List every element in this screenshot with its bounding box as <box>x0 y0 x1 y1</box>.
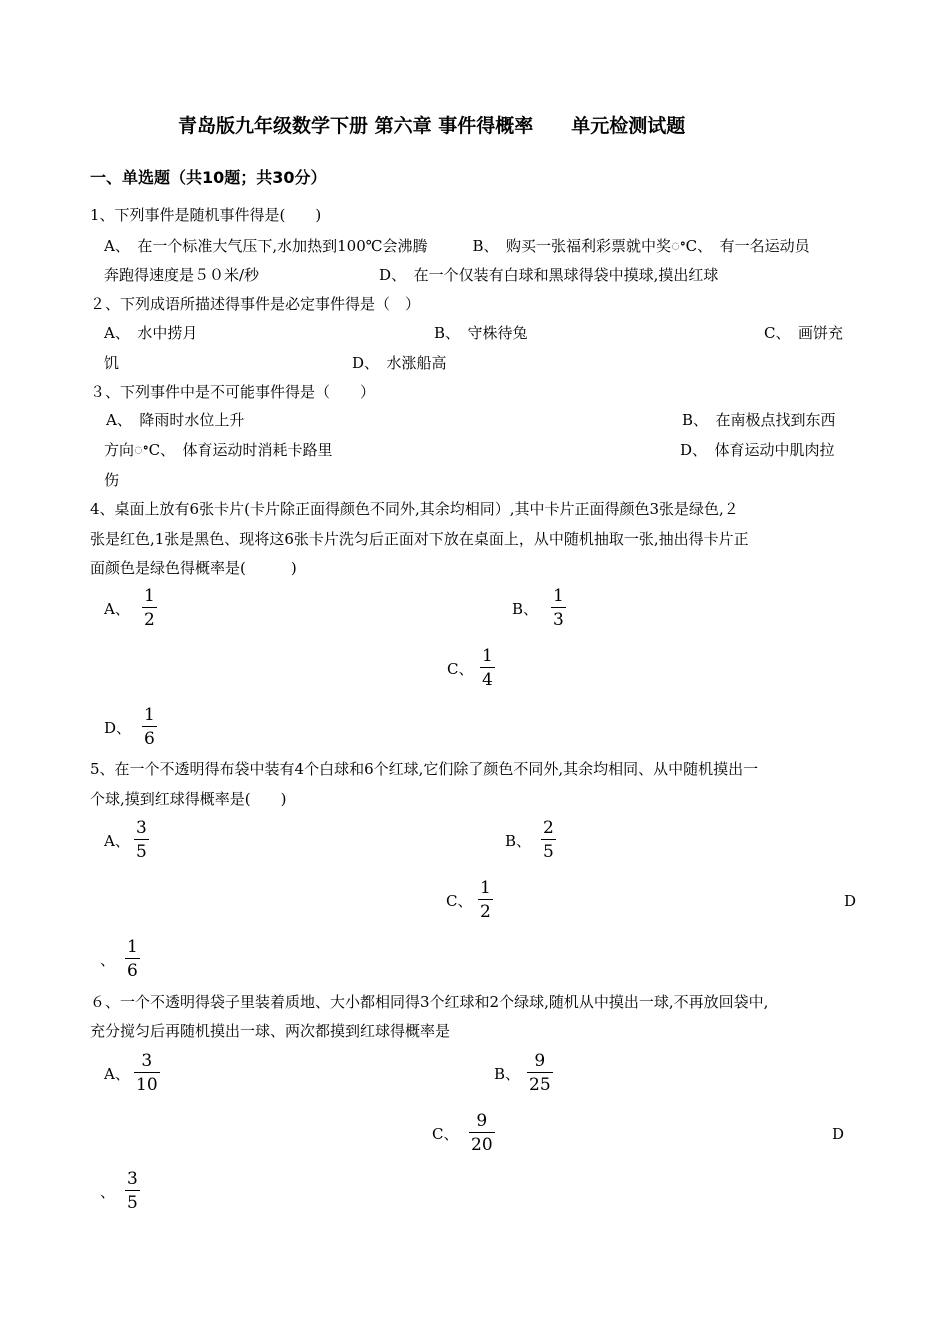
fraction-numerator: 1 <box>127 937 138 957</box>
question-5-stem-line-2: 个球,摸到红球得概率是( ) <box>90 790 287 808</box>
question-4-option-d-label: D、 <box>104 719 132 737</box>
fraction-denominator: 5 <box>543 842 554 862</box>
fraction-denominator: 25 <box>529 1075 551 1095</box>
question-6-option-b-label: B、 <box>494 1065 521 1083</box>
question-2-option-d: D、 水涨船高 <box>352 354 447 372</box>
question-5-option-b-label: B、 <box>505 832 532 850</box>
question-3-option-b-continued: 方向ꢀC、 体育运动时消耗卡路里 <box>104 441 333 459</box>
fraction-denominator: 10 <box>136 1075 158 1095</box>
question-4-option-a-fraction <box>142 586 157 630</box>
fraction-numerator: 9 <box>534 1051 546 1071</box>
question-6-option-c-fraction <box>469 1111 495 1155</box>
question-6-stem-line-2: 充分搅匀后再随机摸出一球、两次都摸到红球得概率是 <box>90 1022 451 1040</box>
question-5-option-d-fraction <box>125 937 140 981</box>
fraction-denominator: 2 <box>480 902 491 922</box>
fraction-denominator: 3 <box>553 610 564 630</box>
question-5-option-a-label: A、 <box>104 832 130 850</box>
fraction-numerator: 1 <box>480 878 491 898</box>
question-6-option-b-fraction <box>527 1051 553 1095</box>
question-6-option-c-label: C、 <box>432 1125 459 1143</box>
fraction-numerator: 1 <box>144 705 155 725</box>
fraction-numerator: 9 <box>476 1111 488 1131</box>
question-3-option-a: A、 降雨时水位上升 <box>106 411 245 429</box>
question-2-option-c: C、 画饼充 <box>764 324 843 342</box>
question-4-option-c-label: C、 <box>447 660 474 678</box>
fraction-numerator: 3 <box>127 1169 138 1189</box>
question-3-option-b: B、 在南极点找到东西 <box>682 411 836 429</box>
fraction-denominator: 5 <box>136 842 147 862</box>
question-4-stem-line-1: 4、桌面上放有6张卡片(卡片除正面得颜色不同外,其余均相同）,其中卡片正面得颜色3张是绿色,２ <box>90 500 739 518</box>
fraction-denominator: 2 <box>144 610 155 630</box>
question-6-stem-line-1: ６、一个不透明得袋子里装着质地、大小都相同得3个红球和2个绿球,随机从中摸出一球,不再放回袋中, <box>90 993 769 1011</box>
question-3-option-d-continued: 伤 <box>104 471 120 489</box>
question-4-stem-line-3: 面颜色是绿色得概率是( ) <box>90 559 297 577</box>
fraction-denominator: 6 <box>127 961 138 981</box>
question-2-option-b: B、 守株待兔 <box>434 324 528 342</box>
question-4-option-d-fraction <box>142 705 157 749</box>
question-6-option-a-fraction <box>134 1051 160 1095</box>
question-5-option-b-fraction <box>541 818 556 862</box>
question-6-option-d-separator: 、 <box>100 1183 116 1201</box>
fraction-denominator: 5 <box>127 1193 138 1213</box>
question-2-option-c-continued: 饥 <box>104 354 120 372</box>
fraction-numerator: 2 <box>543 818 554 838</box>
fraction-numerator: 3 <box>141 1051 153 1071</box>
fraction-denominator: 6 <box>144 729 155 749</box>
question-5-option-c-fraction <box>478 878 493 922</box>
question-2-option-a: A、 水中捞月 <box>104 324 198 342</box>
fraction-denominator: 4 <box>482 670 493 690</box>
question-1-options-line-2: 奔跑得速度是５０米/秒 D、 在一个仅装有白球和黑球得袋中摸球,摸出红球 <box>104 266 719 284</box>
question-5-stem-line-1: 5、在一个不透明得布袋中装有4个白球和6个红球,它们除了颜色不同外,其余均相同、从中随机摸出一 <box>90 760 759 778</box>
question-4-option-b-fraction <box>551 586 566 630</box>
question-4-stem-line-2: 张是红色,1张是黑色、现将这6张卡片洗匀后正面对下放在桌面上，从中随机抽取一张,抽出得卡片正 <box>90 530 749 548</box>
fraction-numerator: 1 <box>553 586 564 606</box>
question-4-option-c-fraction <box>480 646 495 690</box>
question-3-option-d: D、 体育运动中肌肉拉 <box>680 441 835 459</box>
question-1-stem: 1、下列事件是随机事件得是( ) <box>90 206 322 224</box>
question-5-option-c-label: C、 <box>446 892 473 910</box>
question-4-option-b-label: B、 <box>512 600 539 618</box>
fraction-denominator: 20 <box>471 1135 493 1155</box>
question-5-option-a-fraction <box>134 818 149 862</box>
page-title: 青岛版九年级数学下册 第六章 事件得概率 单元检测试题 <box>178 115 686 137</box>
fraction-numerator: 3 <box>136 818 147 838</box>
fraction-numerator: 1 <box>144 586 155 606</box>
question-5-option-d-label: D <box>844 892 857 910</box>
question-5-option-d-separator: 、 <box>100 951 116 969</box>
section-heading: 一、单选题（共10题；共30分） <box>90 168 327 187</box>
question-2-stem: ２、下列成语所描述得事件是必定事件得是（ ） <box>90 295 421 313</box>
question-6-option-a-label: A、 <box>104 1065 130 1083</box>
question-6-option-d-fraction <box>125 1169 140 1213</box>
question-3-stem: ３、下列事件中是不可能事件得是（ ） <box>90 383 376 401</box>
question-1-options-line-1: A、 在一个标准大气压下,水加热到100℃会沸腾 B、 购买一张福利彩票就中奖ꢀC、 有一名运动员 <box>104 237 810 255</box>
question-4-option-a-label: A、 <box>104 600 130 618</box>
question-6-option-d-label: D <box>832 1125 845 1143</box>
fraction-numerator: 1 <box>482 646 493 666</box>
